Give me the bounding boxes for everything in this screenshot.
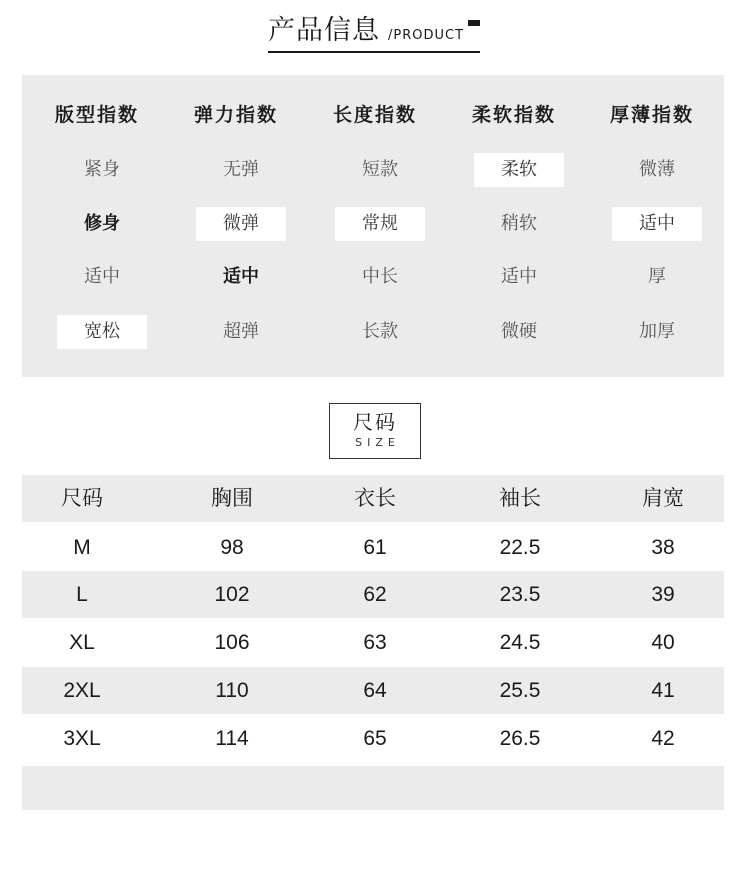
table-cell: 110 — [215, 679, 249, 702]
index-option: 超弹 — [223, 321, 259, 342]
table-cell: XL — [69, 631, 95, 654]
page-title: 产品信息 — [268, 15, 380, 46]
page-subtitle: /PRODUCT — [388, 28, 465, 43]
table-header-cell: 衣长 — [354, 486, 396, 510]
table-header-cell: 尺码 — [61, 486, 103, 510]
index-option: 微薄 — [639, 159, 675, 180]
table-row — [22, 715, 724, 762]
title-underline — [268, 51, 480, 53]
table-header-row — [22, 475, 724, 522]
index-option: 适中 — [223, 266, 259, 287]
index-title: 长度指数 — [332, 104, 417, 126]
table-cell: 40 — [651, 631, 675, 654]
table-cell: 65 — [363, 727, 387, 750]
table-cell: 106 — [214, 631, 250, 654]
size-label-en: SIZE — [355, 436, 400, 449]
size-section-label — [329, 403, 421, 459]
table-footer-bar — [22, 766, 724, 810]
index-title: 版型指数 — [54, 104, 139, 126]
product-info-header — [268, 14, 480, 54]
table-cell: 26.5 — [499, 727, 541, 750]
index-option: 厚 — [648, 266, 666, 287]
index-option: 适中 — [501, 266, 537, 287]
table-cell: 38 — [651, 536, 675, 559]
index-option: 稍软 — [501, 213, 537, 234]
table-cell: 39 — [651, 583, 675, 606]
index-option: 无弹 — [223, 159, 259, 180]
table-cell: 2XL — [63, 679, 101, 702]
table-cell: L — [76, 583, 88, 606]
size-label-cn: 尺码 — [353, 410, 397, 434]
index-title: 厚薄指数 — [609, 104, 694, 126]
index-option-selected: 常规 — [335, 207, 425, 241]
index-option: 紧身 — [84, 159, 120, 180]
table-row — [22, 667, 724, 714]
index-column-elasticity — [166, 75, 306, 377]
table-cell: 22.5 — [499, 536, 541, 559]
index-panel — [22, 75, 724, 377]
table-cell: 25.5 — [499, 679, 541, 702]
table-cell: 63 — [363, 631, 387, 654]
table-row — [22, 571, 724, 618]
table-header-cell: 肩宽 — [642, 486, 684, 510]
index-option: 微硬 — [501, 321, 537, 342]
index-column-length — [305, 75, 445, 377]
table-cell: 41 — [651, 679, 675, 702]
table-row — [22, 619, 724, 666]
index-option: 短款 — [362, 159, 398, 180]
title-corner-mark — [468, 20, 480, 26]
index-option: 加厚 — [639, 321, 675, 342]
table-cell: 23.5 — [499, 583, 541, 606]
table-cell: 98 — [220, 536, 244, 559]
index-option: 中长 — [362, 266, 398, 287]
table-cell: 114 — [215, 727, 249, 750]
table-header-cell: 胸围 — [211, 486, 253, 510]
table-cell: 24.5 — [499, 631, 541, 654]
index-column-softness — [444, 75, 584, 377]
index-option-selected: 宽松 — [57, 315, 147, 349]
index-option-selected: 微弹 — [196, 207, 286, 241]
table-cell: 64 — [363, 679, 387, 702]
table-cell: M — [73, 536, 91, 559]
table-cell: 42 — [651, 727, 675, 750]
table-cell: 62 — [363, 583, 387, 606]
table-cell: 61 — [363, 536, 387, 559]
index-column-thickness — [582, 75, 722, 377]
index-option: 适中 — [84, 266, 120, 287]
table-cell: 102 — [214, 583, 250, 606]
index-title: 柔软指数 — [471, 104, 556, 126]
index-option-selected: 适中 — [612, 207, 702, 241]
table-row — [22, 524, 724, 571]
index-column-fit — [27, 75, 167, 377]
index-option-selected: 柔软 — [474, 153, 564, 187]
table-header-cell: 袖长 — [499, 486, 541, 510]
index-option: 长款 — [362, 321, 398, 342]
table-cell: 3XL — [63, 727, 101, 750]
index-title: 弹力指数 — [193, 104, 278, 126]
index-option: 修身 — [84, 213, 120, 234]
